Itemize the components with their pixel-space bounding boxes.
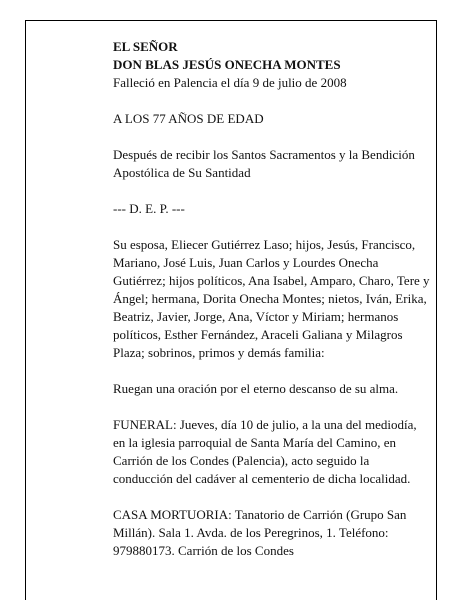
sacraments-paragraph: Después de recibir los Santos Sacramentos y la Bendición Apostólica de Su Santidad [113,147,415,180]
family-paragraph: Su esposa, Eliecer Gutiérrez Laso; hijos, Jesús, Francisco, Mariano, José Luis, Juan Carlos y Lourdes Onecha Gutiérrez; hijos políticos, Ana Isabel, Amparo, Charo, Tere y Ángel; hermana, Dorita Onecha Montes; nietos, Iván, Erika, Beatriz, Javier, Jorge, Ana, Víctor y Miriam; hermanos políticos, Esther Fernández, Araceli Galiana y Milagros Plaza; sobrinos, primos y demás familia: [113,237,430,360]
death-date-line: Falleció en Palencia el día 9 de julio de 2008 [113,75,347,90]
dep-line: --- D. E. P. --- [113,201,185,216]
heading-block [113,38,431,92]
deceased-name: DON BLAS JESÚS ONECHA MONTES [113,57,341,72]
age-line: A LOS 77 AÑOS DE EDAD [113,111,264,126]
heading-title: EL SEÑOR [113,39,178,54]
casa-mortuoria-paragraph: CASA MORTUORIA: Tanatorio de Carrión (Grupo San Millán). Sala 1. Avda. de los Peregrinos, 1. Teléfono: 979880173. Carrión de los Condes [113,507,407,558]
obituary-notice [113,38,431,560]
funeral-paragraph: FUNERAL: Jueves, día 10 de julio, a la una del mediodía, en la iglesia parroquial de Santa María del Camino, en Carrión de los Condes (Palencia), acto seguido la conducción del cadáver al cementerio de dicha localidad. [113,417,417,486]
prayer-paragraph: Ruegan una oración por el eterno descanso de su alma. [113,381,399,396]
